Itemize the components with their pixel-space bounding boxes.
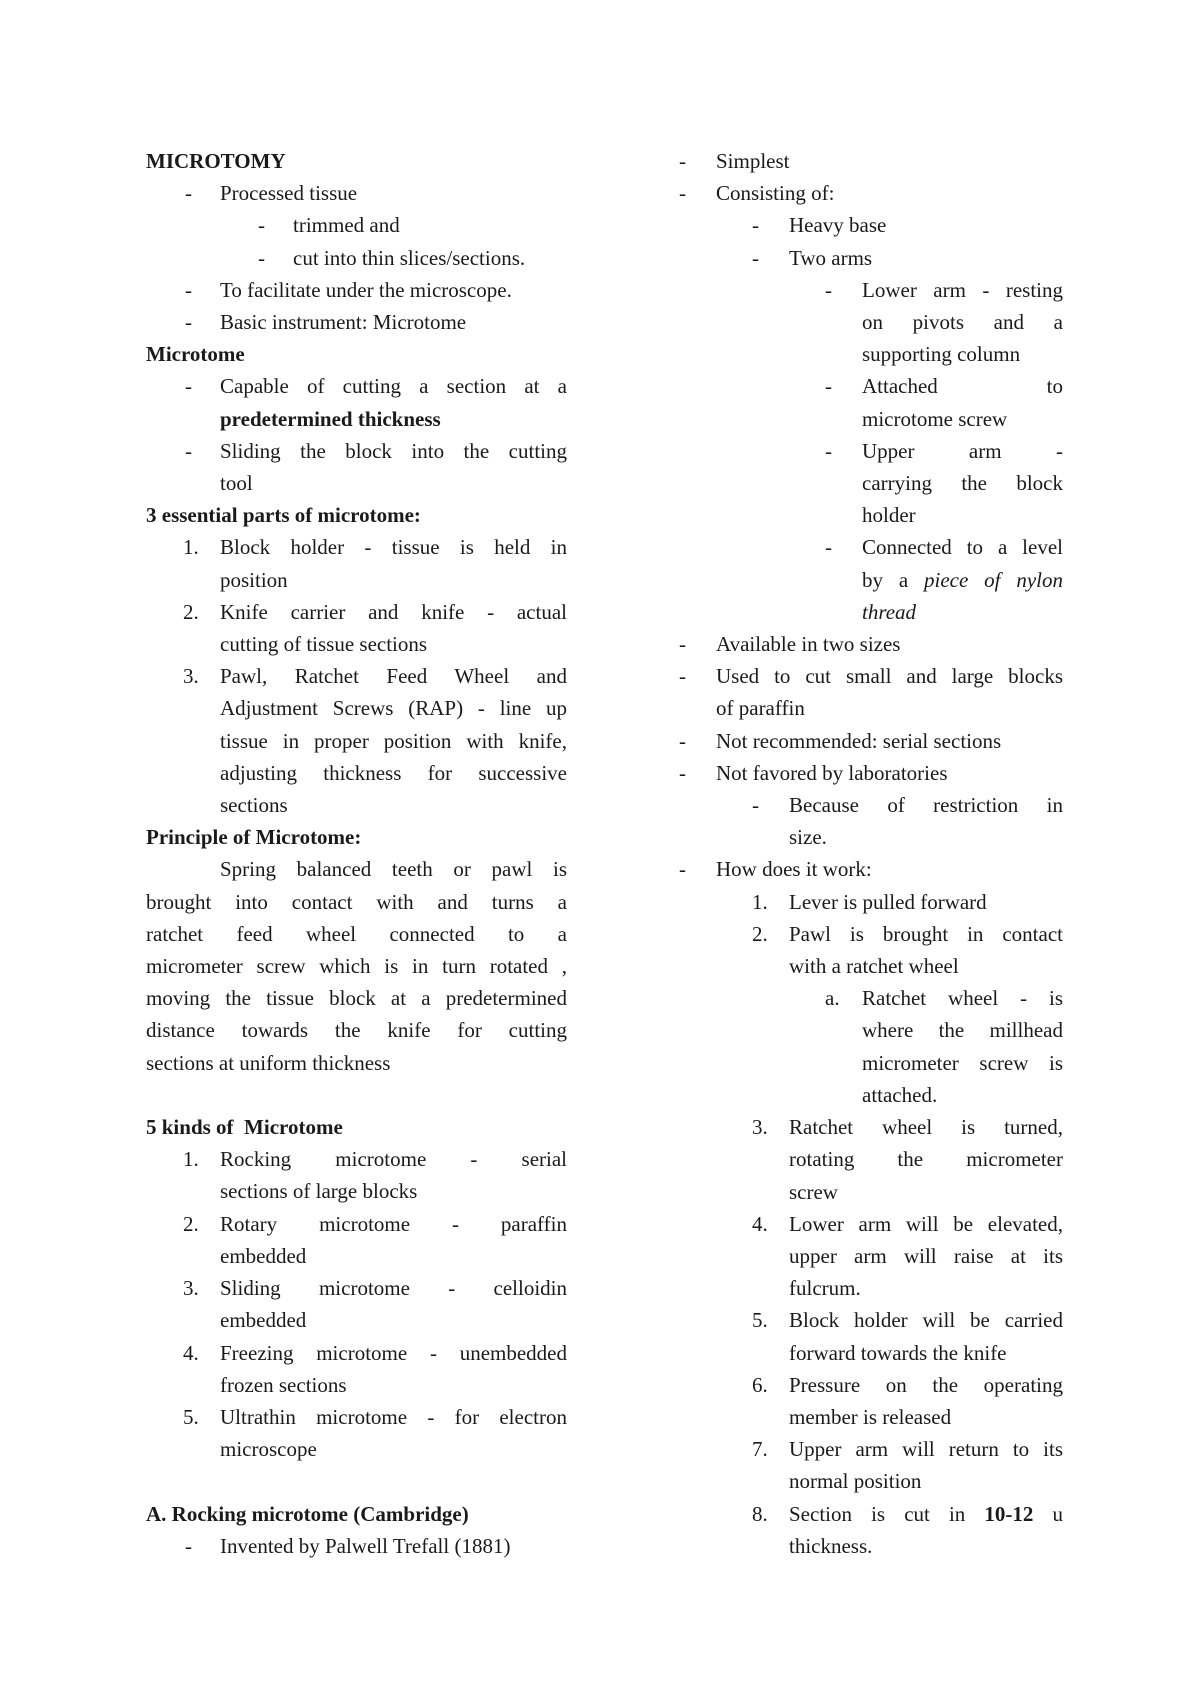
list-item: carrying the block (862, 471, 1063, 496)
list-item: - Processed tissue (185, 181, 358, 206)
kinds-heading: 5 kinds of Microtome (146, 1115, 343, 1140)
list-item: 3. Ratchet wheel is turned, (752, 1115, 1063, 1140)
paragraph-line: moving the tissue block at a predetermined (146, 986, 567, 1011)
list-item: - Not favored by laboratories (679, 760, 948, 785)
paragraph-line: distance towards the knife for cutting (146, 1018, 567, 1043)
list-item: 1. Lever is pulled forward (752, 889, 987, 914)
list-item: 3. Pawl, Ratchet Feed Wheel and (183, 664, 567, 689)
list-item: position (220, 567, 288, 592)
list-item: thickness. (789, 1533, 873, 1558)
right-column (679, 145, 1063, 1562)
list-item: fulcrum. (789, 1276, 861, 1301)
list-item: microscope (220, 1437, 317, 1462)
list-item: 4. Freezing microtome - unembedded (183, 1340, 567, 1365)
list-item: - Heavy base (752, 213, 887, 238)
list-item: frozen sections (220, 1372, 347, 1397)
list-item: thread (862, 599, 917, 624)
list-item: where the millhead (862, 1018, 1063, 1043)
list-item: 2. Knife carrier and knife - actual (183, 599, 567, 624)
spacer (146, 1079, 567, 1111)
paragraph-line: brought into contact with and turns a (146, 889, 567, 914)
list-item: 4. Lower arm will be elevated, (752, 1211, 1063, 1236)
paragraph-line: ratchet feed wheel connected to a (146, 921, 567, 946)
list-item: 7. Upper arm will return to its (752, 1437, 1063, 1462)
rocking-heading: A. Rocking microtome (Cambridge) (146, 1501, 469, 1526)
paragraph-line: Spring balanced teeth or pawl is (220, 857, 567, 882)
left-column (146, 145, 567, 1562)
list-item: - To facilitate under the microscope. (185, 277, 512, 302)
list-item: - How does it work: (679, 857, 872, 882)
list-item: 1. Block holder - tissue is held in (183, 535, 567, 560)
list-item: 3. Sliding microtome - celloidin (183, 1276, 567, 1301)
list-item: - Two arms (752, 245, 873, 270)
list-item: 6. Pressure on the operating (752, 1372, 1063, 1397)
list-item: 1. Rocking microtome - serial (183, 1147, 567, 1172)
list-item: - Not recommended: serial sections (679, 728, 1002, 753)
list-item: 2. Pawl is brought in contact (752, 921, 1063, 946)
list-item: - Sliding the block into the cutting (185, 438, 567, 463)
list-item: - trimmed and (258, 213, 400, 238)
list-item: rotating the micrometer (789, 1147, 1063, 1172)
list-item: micrometer screw is (862, 1050, 1063, 1075)
list-item: sections (220, 793, 288, 818)
list-item: - Attached to (825, 374, 1063, 399)
spacer (146, 1465, 567, 1497)
list-item: size. (789, 825, 827, 850)
list-item: - Connected to a level (825, 535, 1063, 560)
list-item: on pivots and a (862, 310, 1063, 335)
list-item: supporting column (862, 342, 1021, 367)
list-item: - Lower arm - resting (825, 277, 1063, 302)
list-item: - Simplest (679, 149, 790, 173)
list-item: - Upper arm - (825, 438, 1063, 463)
list-item: cutting of tissue sections (220, 632, 428, 657)
list-item: with a ratchet wheel (789, 954, 959, 979)
paragraph-line: micrometer screw which is in turn rotated , (146, 954, 567, 979)
list-item: microtome screw (862, 406, 1008, 431)
list-item: - Used to cut small and large blocks (679, 664, 1063, 689)
list-item: sections of large blocks (220, 1179, 418, 1204)
list-item: by a piece of nylon (862, 567, 1063, 592)
list-item: tissue in proper position with knife, (220, 728, 567, 753)
paragraph-line: sections at uniform thickness (146, 1050, 391, 1075)
list-item: predetermined thickness (220, 406, 441, 431)
list-item: tool (220, 471, 253, 496)
list-item: - Available in two sizes (679, 632, 901, 657)
parts-heading: 3 essential parts of microtome: (146, 503, 421, 528)
list-item: normal position (789, 1469, 922, 1494)
principle-heading: Principle of Microtome: (146, 825, 362, 850)
list-item: 5. Ultrathin microtome - for electron (183, 1404, 567, 1429)
list-item: - Capable of cutting a section at a (185, 374, 567, 399)
list-item: 5. Block holder will be carried (752, 1308, 1063, 1333)
list-item: screw (789, 1179, 838, 1204)
list-item: upper arm will raise at its (789, 1243, 1063, 1268)
microtomy-heading: MICROTOMY (146, 149, 286, 173)
list-item: forward towards the knife (789, 1340, 1007, 1365)
list-item: Adjustment Screws (RAP) - line up (220, 696, 567, 721)
list-item: 2. Rotary microtome - paraffin (183, 1211, 567, 1236)
list-item: - Because of restriction in (752, 793, 1063, 818)
list-item: member is released (789, 1404, 952, 1429)
list-item: - Consisting of: (679, 181, 835, 206)
list-item: embedded (220, 1308, 307, 1333)
list-item: of paraffin (716, 696, 805, 721)
list-item: adjusting thickness for successive (220, 760, 567, 785)
list-item: embedded (220, 1243, 307, 1268)
microtome-heading: Microtome (146, 342, 245, 367)
list-item: - cut into thin slices/sections. (258, 245, 526, 270)
list-item: holder (862, 503, 916, 528)
list-item: - Basic instrument: Microtome (185, 310, 467, 335)
list-item: - Invented by Palwell Trefall (1881) (185, 1533, 511, 1558)
list-item: 8. Section is cut in 10-12 u (752, 1501, 1064, 1526)
list-item: attached. (862, 1082, 938, 1107)
list-item: a. Ratchet wheel - is (825, 986, 1063, 1011)
